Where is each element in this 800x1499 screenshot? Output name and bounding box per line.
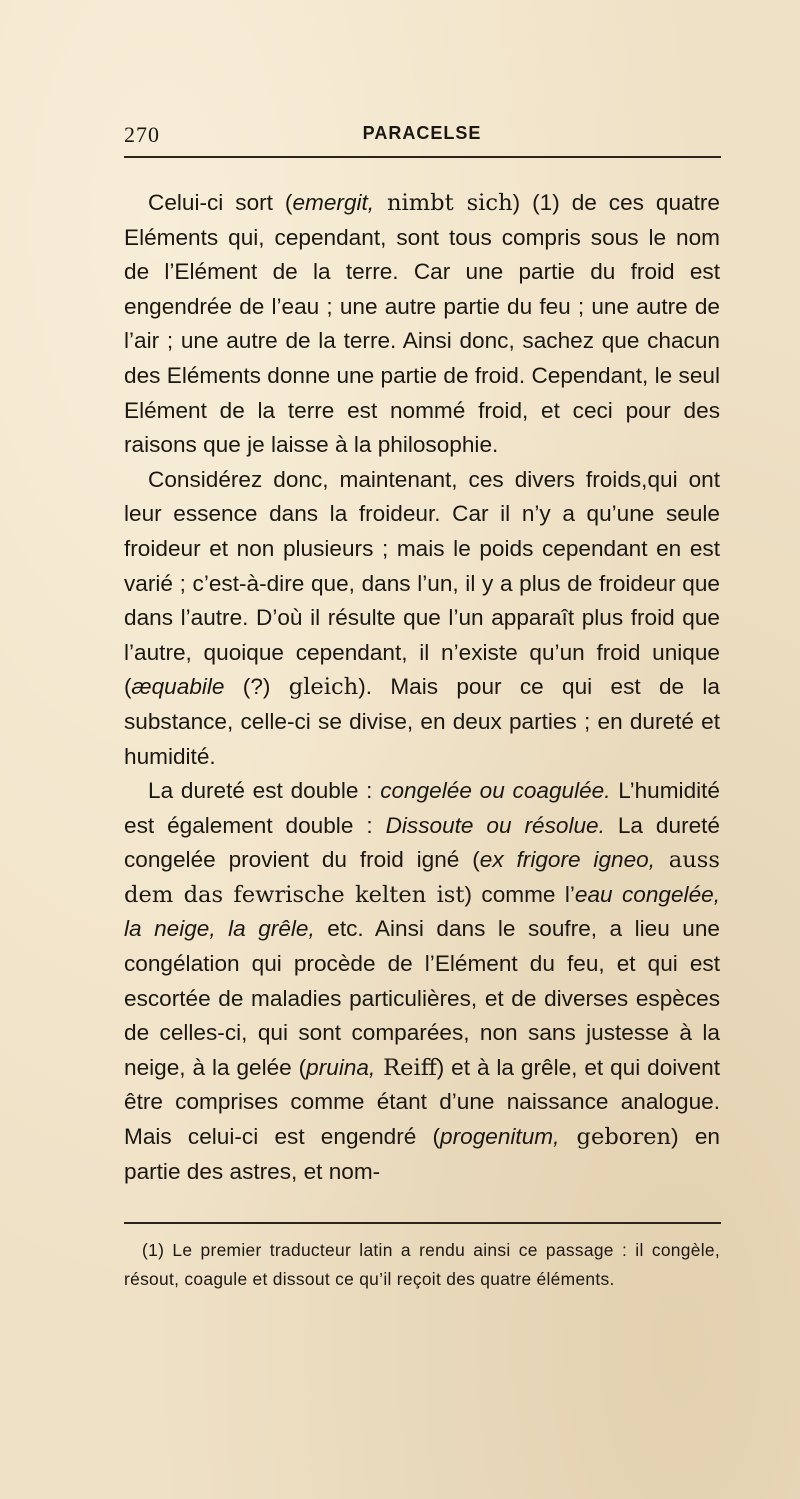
paragraph [124,774,720,1189]
italic-text: Dissoute ou résolue. [385,812,605,838]
german-term: gleich [288,674,359,701]
footnote-rule [124,1222,721,1224]
text-run: etc. Ainsi dans le soufre, a lieu une congélation qui procède de l’Elément du feu, et qui est escortée de maladies particulières, et de diverses espèces de celles-ci, qui sont comparées, non sans justesse à la neige, à la gelée ( [124,916,720,1080]
text-run: ) en partie des astres, et nom- [124,1124,720,1184]
german-term: auss dem das fewrische kelten ist [124,847,720,908]
header-rule [124,156,721,158]
footnote: (1) Le premier traducteur latin a rendu ainsi ce passage : il congèle, résout, coagule et dissout ce qu’il reçoit des quatre éléments. [124,1240,720,1289]
italic-text: congelée ou coagulée. [380,778,611,804]
page-number: 270 [124,122,160,147]
text-run: Celui-ci sort ( [148,190,293,215]
italic-text: eau congelée, la neige, la grêle, [124,881,720,942]
german-term: geboren [559,1124,672,1151]
italic-text: progenitum, [440,1124,560,1150]
text-run: La dureté est double : [148,778,381,804]
paragraph [124,186,720,463]
text-run: ) comme l’ [464,881,575,907]
german-term: Reiff [375,1054,437,1081]
text-run: ). Mais pour ce qui est de la substance, celle-ci se divise, en deux parties ; en dureté et humidité. [124,674,720,769]
text-run: ) et à la grêle, et qui doivent être comprises comme étant d’une naissance analogue. Mais celui-ci est engendré ( [124,1054,721,1150]
italic-text: æquabile [131,674,225,700]
text-run: Considérez donc, maintenant, ces divers froids,qui ont leur essence dans la froideur. Car il n’y a qu’une seule froideur et non plusieurs ; mais le poids cependant en est varié ; c’est-à-dire que, dans l’un, il y a plus de froideur que dans l’autre. D’où il résulte que l’un apparaît plus froid que l’autre, quoique cependant, il n’existe qu’un froid unique ( [124,466,720,700]
text-run: ) (1) de ces quatre Eléments qui, cependant, sont tous compris sous le nom de l’Elément de la terre. Car une partie du froid est engendrée de l’eau ; une autre partie du feu ; une autre de l’air ; une autre de la terre. Ainsi donc, sachez que chacun des Eléments donne une partie de froid. Cependant, le seul Elément de la terre est nommé froid, et ceci pour des raisons que je laisse à la philosophie. [124,190,720,458]
text-run: La dureté congelée provient du froid igné ( [124,812,720,873]
italic-text: emergit, [292,190,375,215]
text-run: L’humidité est également double : [124,778,720,838]
page-header [124,118,720,152]
italic-text: pruina, [306,1054,376,1080]
body-text [124,186,720,1189]
running-head: PARACELSE [362,123,482,143]
german-term: nimbt sich [374,190,513,216]
paragraph [124,463,720,774]
italic-text: ex frigore igneo, [479,847,655,873]
text-run: (?) [224,674,289,700]
